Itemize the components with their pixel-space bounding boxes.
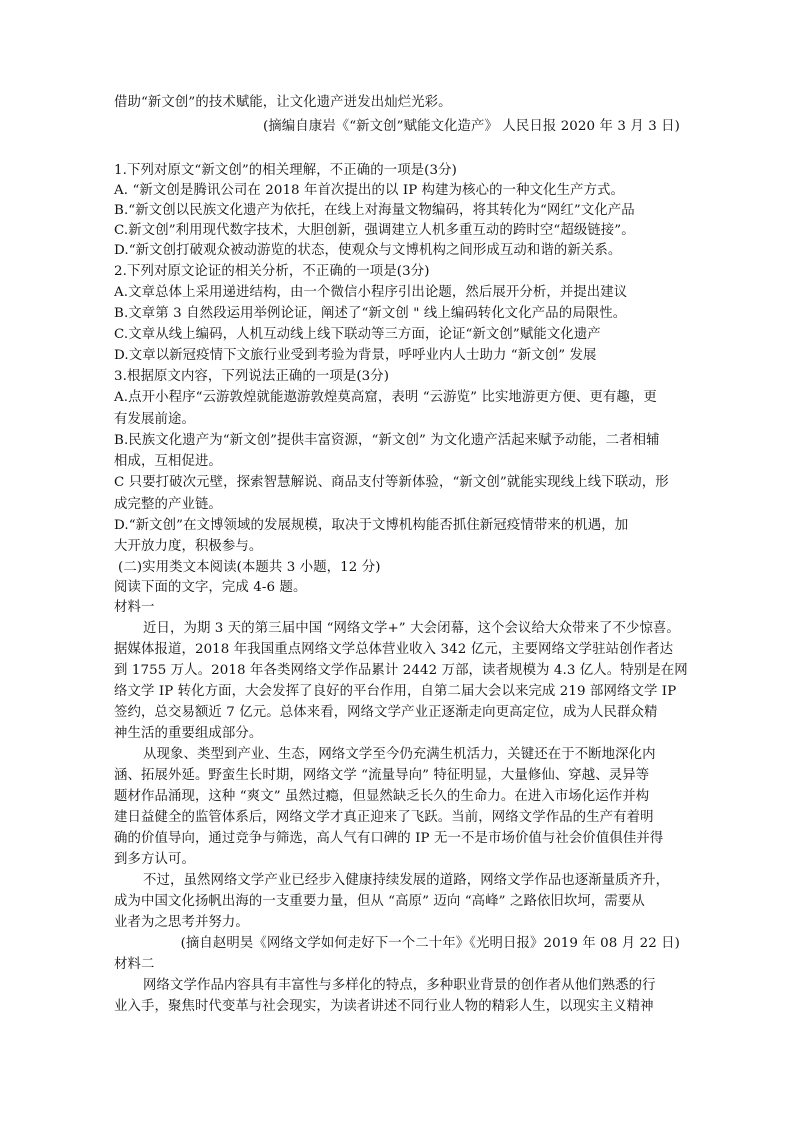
paragraph-line: 建日益健全的监管体系后，网络文学才真正迎来了飞跃。当前，网络文学作品的生产有着明 [114, 810, 654, 825]
question-2-option-a: A.文章总体上采用递进结构，由一个微信小程序引出论题，然后展开分析，并提出建议 [114, 285, 628, 300]
paragraph-line: 近日，为期 3 天的第三届中国 “网络文学+” 大会闭幕，这个会议给大众带来了不少惊喜。 [143, 621, 680, 636]
paragraph-line: 题材作品涌现，这种 “爽文” 虽然过瘾，但显然缺乏长久的生命力。在进入市场化运作并构 [114, 789, 650, 804]
paragraph-line: 签约，总交易额近 7 亿元。总体来看，网络文学产业正逐渐走向更高定位，成为人民群众精 [114, 705, 658, 720]
paragraph-line: 确的价值导向，通过竞争与筛选，高人气有口碑的 IP 无一不是市场价值与社会价值俱佳并得 [114, 831, 664, 846]
citation-line: (摘自赵明昊《网络文学如何走好下一个二十年》《光明日报》2019 年 08 月 22 日) [180, 936, 680, 951]
paragraph-line: 涵、拓展外延。野蛮生长时期，网络文学 “流量导向” 特征明显，大量修仙、穿越、灵异等 [114, 768, 650, 783]
question-3-option-d: D.“新文创”在文博领域的发展规模，取决于文博机构能否抓住新冠疫情带来的机遇，加 [114, 518, 629, 533]
citation-line: (摘编自康岩《“新文创”赋能文化造产》 人民日报 2020 年 3 月 3 日) [262, 119, 680, 134]
section-heading: (二)实用类文本阅读(本题共 3 小题，12 分) [118, 560, 381, 575]
question-3-option-b: B.民族文化遗产为“新文创”提供丰富资源，“新文创” 为文化遗产活起来赋予动能，二者相辅 [114, 433, 660, 448]
question-3-option-a: A.点开小程序“云游敦煌就能遨游敦煌莫高窟，表明 “云游览” 比实地游更方便、更有趣，更 [114, 390, 657, 405]
paragraph-line: 络文学 IP 转化方面，大会发挥了良好的平台作用，自第二届大会以来完成 219 部网络文学 IP [114, 684, 677, 699]
paragraph-line: 到多方认可。 [114, 852, 195, 867]
question-2-option-c: C.文章从线上编码，人机互动线上线下联动等三方面，论证“新文创”赋能文化遗产 [114, 327, 601, 342]
question-2-option-b: B.文章第 3 自然段运用举例论证，阐述了“新文创 " 线上编码转化文化产品的局限性。 [114, 306, 627, 321]
question-3-stem: 3.根据原文内容，下列说法正确的一项是(3分) [114, 369, 390, 384]
question-1-option-b: B.“新文创以民族文化遗产为依托，在线上对海量文物编码，将其转化为“网红”文化产品 [114, 203, 635, 218]
paragraph-line: 业者为之思考并努力。 [114, 915, 249, 930]
question-1-option-c: C.新文创”利用现代数字技术，大胆创新，强调建立人机多重互动的跨时空“超级链接”。 [114, 223, 635, 238]
question-3-option-c: C 只要打破次元壁，探索智慧解说、商品支付等新体验，“新文创”就能实现线上线下联动，形 [114, 475, 669, 490]
question-3-option-b-cont: 相成，互相促进。 [114, 454, 222, 469]
question-1-stem: 1.下列对原文“新文创”的相关理解，不正确的一项是(3分) [114, 163, 457, 178]
paragraph-line: 业入手，聚焦时代变革与社会现实，为读者讲述不同行业人物的精彩人生，以现实主义精神 [114, 999, 654, 1014]
paragraph-line: 从现象、类型到产业、生态，网络文学至今仍充满生机活力，关键还在于不断地深化内 [143, 747, 656, 762]
paragraph-line: 到 1755 万人。2018 年各类网络文学作品累计 2442 万部，读者规模为 4.3 亿人。特别是在网 [114, 663, 688, 678]
question-1-option-d: D.“新文创打破观众被动游览的状态，使观众与文博机构之间形成互动和谐的新关系。 [114, 243, 622, 258]
paragraph-line: 成为中国文化扬帆出海的一支重要力量，但从 “高原” 迈向 “高峰” 之路依旧坎坷，需要从 [114, 894, 645, 909]
paragraph-line: 据媒体报道，2018 年我国重点网络文学总体营业收入 342 亿元，主要网络文学驻站创作者达 [114, 642, 674, 657]
text-line: 借助“新文创”的技术赋能，让文化遗产迸发出灿烂光彩。 [114, 95, 452, 110]
material-1-label: 材料一 [114, 600, 155, 615]
paragraph-line: 网络文学作品内容具有丰富性与多样化的特点，多种职业背景的创作者从他们熟悉的行 [143, 978, 656, 993]
question-3-option-c-cont: 成完整的产业链。 [114, 497, 222, 512]
question-1-option-a: A. “新文创是腾讯公司在 2018 年首次提出的以 IP 构建为核心的一种文化生产方式。 [114, 183, 625, 198]
paragraph-line: 神生活的重要组成部分。 [114, 726, 263, 741]
question-2-stem: 2.下列对原文论证的相关分析，不正确的一项是(3分) [114, 264, 430, 279]
question-2-option-d: D.文章以新冠疫情下文旅行业受到考验为背景，呼呼业内人士助力 “新文创” 发展 [114, 348, 597, 363]
paragraph-line: 不过，虽然网络文学产业已经步入健康持续发展的道路，网络文学作品也逐渐量质齐升， [143, 873, 670, 888]
material-2-label: 材料二 [114, 957, 155, 972]
question-3-option-d-cont: 大开放力度，积极参与。 [114, 539, 263, 554]
instruction-line: 阅读下面的文字，完成 4-6 题。 [114, 580, 307, 595]
question-3-option-a-cont: 有发展前途。 [114, 412, 195, 427]
